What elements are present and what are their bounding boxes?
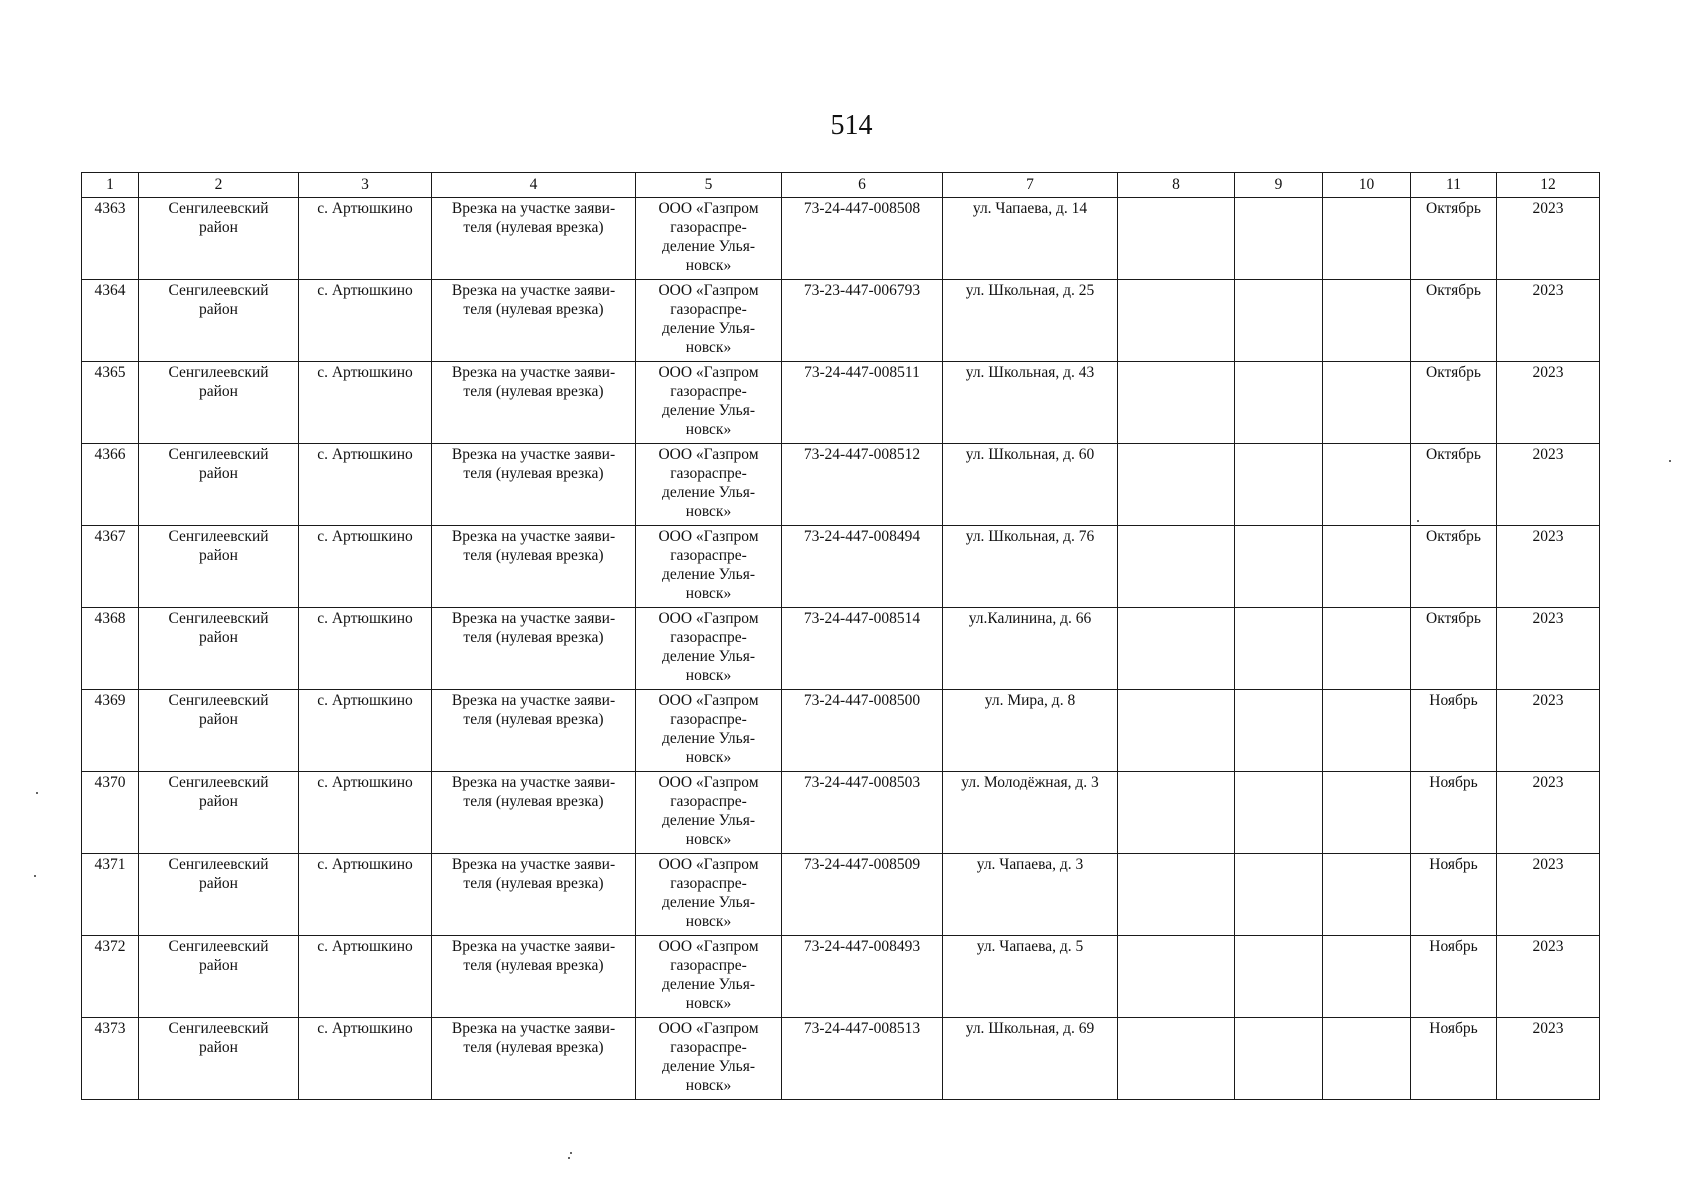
column-10-cell xyxy=(1323,1018,1411,1100)
cell-text: Сенгилеевский район xyxy=(168,528,269,564)
column-9-cell xyxy=(1235,362,1323,444)
cell-text: 4368 xyxy=(94,610,126,627)
column-header: 6 xyxy=(782,173,943,198)
cell-text: 2023 xyxy=(1532,938,1564,955)
column-10-cell xyxy=(1323,854,1411,936)
cell-text: Октябрь xyxy=(1426,528,1481,545)
cell-text: 2023 xyxy=(1532,200,1564,217)
district-cell xyxy=(139,1018,299,1100)
district-cell xyxy=(139,362,299,444)
column-9-cell xyxy=(1235,280,1323,362)
gas-company-cell xyxy=(636,526,782,608)
table-row xyxy=(82,690,1600,772)
column-header: 7 xyxy=(943,173,1118,198)
cell-text: Врезка на участке заяви- теля (нулевая врезка) xyxy=(451,282,616,318)
address-cell xyxy=(943,444,1118,526)
cell-text: 2023 xyxy=(1532,1020,1564,1037)
cell-text: Ноябрь xyxy=(1429,1020,1478,1037)
column-10-cell xyxy=(1323,362,1411,444)
column-header: 1 xyxy=(82,173,139,198)
cell-text: Врезка на участке заяви- теля (нулевая врезка) xyxy=(451,364,616,400)
application-number-cell xyxy=(782,198,943,280)
table-row xyxy=(82,854,1600,936)
cell-text: с. Артюшкино xyxy=(317,1020,413,1037)
cell-text: Сенгилеевский район xyxy=(168,200,269,236)
cell-text: 4367 xyxy=(94,528,126,545)
connection-type-cell xyxy=(432,772,636,854)
cell-text: Октябрь xyxy=(1426,200,1481,217)
cell-text: 73-24-447-008512 xyxy=(803,446,921,463)
cell-text: с. Артюшкино xyxy=(317,774,413,791)
column-header: 10 xyxy=(1323,173,1411,198)
column-header: 3 xyxy=(299,173,432,198)
column-8-cell xyxy=(1118,362,1235,444)
address-cell xyxy=(943,526,1118,608)
settlement-cell xyxy=(299,1018,432,1100)
month-cell xyxy=(1411,198,1497,280)
cell-text: Сенгилеевский район xyxy=(168,364,269,400)
column-8-cell xyxy=(1118,1018,1235,1100)
cell-text: ул. Чапаева, д. 5 xyxy=(976,938,1084,955)
cell-text: Врезка на участке заяви- теля (нулевая врезка) xyxy=(451,938,616,974)
record-number-cell xyxy=(82,608,139,690)
cell-text: ул. Школьная, д. 60 xyxy=(965,446,1095,463)
cell-text: 73-24-447-008508 xyxy=(803,200,921,217)
district-cell xyxy=(139,854,299,936)
month-cell xyxy=(1411,280,1497,362)
cell-text: Октябрь xyxy=(1426,282,1481,299)
year-cell xyxy=(1497,444,1600,526)
cell-text: ООО «Газпром газораспре- деление Улья- новск» xyxy=(658,938,759,1012)
settlement-cell xyxy=(299,280,432,362)
column-10-cell xyxy=(1323,772,1411,854)
cell-text: 73-24-447-008494 xyxy=(803,528,921,545)
cell-text: Врезка на участке заяви- теля (нулевая врезка) xyxy=(451,1020,616,1056)
cell-text: ул. Школьная, д. 76 xyxy=(965,528,1095,545)
connection-type-cell xyxy=(432,198,636,280)
district-cell xyxy=(139,772,299,854)
month-cell xyxy=(1411,526,1497,608)
column-10-cell xyxy=(1323,526,1411,608)
cell-text: 2023 xyxy=(1532,282,1564,299)
gas-company-cell xyxy=(636,362,782,444)
connection-type-cell xyxy=(432,444,636,526)
record-number-cell xyxy=(82,772,139,854)
cell-text: Октябрь xyxy=(1426,610,1481,627)
cell-text: 73-24-447-008509 xyxy=(803,856,921,873)
column-9-cell xyxy=(1235,936,1323,1018)
cell-text: 4364 xyxy=(94,282,126,299)
address-cell xyxy=(943,198,1118,280)
column-8-cell xyxy=(1118,198,1235,280)
cell-text: Сенгилеевский район xyxy=(168,1020,269,1056)
settlement-cell xyxy=(299,936,432,1018)
connection-type-cell xyxy=(432,936,636,1018)
district-cell xyxy=(139,608,299,690)
record-number-cell xyxy=(82,362,139,444)
cell-text: ООО «Газпром газораспре- деление Улья- новск» xyxy=(658,446,759,520)
cell-text: Врезка на участке заяви- теля (нулевая врезка) xyxy=(451,528,616,564)
application-number-cell xyxy=(782,1018,943,1100)
connection-type-cell xyxy=(432,526,636,608)
year-cell xyxy=(1497,690,1600,772)
gas-company-cell xyxy=(636,608,782,690)
address-cell xyxy=(943,690,1118,772)
cell-text: ул. Школьная, д. 25 xyxy=(965,282,1095,299)
connection-type-cell xyxy=(432,280,636,362)
cell-text: Врезка на участке заяви- теля (нулевая врезка) xyxy=(451,610,616,646)
cell-text: с. Артюшкино xyxy=(317,856,413,873)
scan-speck xyxy=(1417,520,1419,522)
column-9-cell xyxy=(1235,526,1323,608)
cell-text: ООО «Газпром газораспре- деление Улья- новск» xyxy=(658,856,759,930)
settlement-cell xyxy=(299,198,432,280)
table-row xyxy=(82,1018,1600,1100)
column-9-cell xyxy=(1235,444,1323,526)
cell-text: ООО «Газпром газораспре- деление Улья- новск» xyxy=(658,692,759,766)
gas-company-cell xyxy=(636,772,782,854)
scan-speck xyxy=(1669,460,1671,462)
table-row xyxy=(82,198,1600,280)
year-cell xyxy=(1497,198,1600,280)
cell-text: с. Артюшкино xyxy=(317,528,413,545)
cell-text: 73-24-447-008493 xyxy=(803,938,921,955)
column-9-cell xyxy=(1235,608,1323,690)
record-number-cell xyxy=(82,526,139,608)
year-cell xyxy=(1497,936,1600,1018)
cell-text: 4363 xyxy=(94,200,126,217)
cell-text: 73-24-447-008511 xyxy=(804,364,920,381)
table-row xyxy=(82,608,1600,690)
column-8-cell xyxy=(1118,854,1235,936)
application-number-cell xyxy=(782,690,943,772)
settlement-cell xyxy=(299,854,432,936)
cell-text: ул. Молодёжная, д. 3 xyxy=(961,774,1099,791)
cell-text: Врезка на участке заяви- теля (нулевая врезка) xyxy=(451,692,616,728)
cell-text: ООО «Газпром газораспре- деление Улья- новск» xyxy=(658,528,759,602)
cell-text: Сенгилеевский район xyxy=(168,856,269,892)
year-cell xyxy=(1497,1018,1600,1100)
column-9-cell xyxy=(1235,1018,1323,1100)
cell-text: Сенгилеевский район xyxy=(168,282,269,318)
cell-text: Сенгилеевский район xyxy=(168,692,269,728)
cell-text: Ноябрь xyxy=(1429,692,1478,709)
cell-text: 2023 xyxy=(1532,692,1564,709)
district-cell xyxy=(139,444,299,526)
cell-text: с. Артюшкино xyxy=(317,692,413,709)
cell-text: ул. Школьная, д. 43 xyxy=(965,364,1095,381)
column-10-cell xyxy=(1323,936,1411,1018)
record-number-cell xyxy=(82,1018,139,1100)
address-cell xyxy=(943,608,1118,690)
cell-text: Врезка на участке заяви- теля (нулевая врезка) xyxy=(451,200,616,236)
column-10-cell xyxy=(1323,690,1411,772)
column-8-cell xyxy=(1118,526,1235,608)
cell-text: ул. Мира, д. 8 xyxy=(984,692,1076,709)
gas-company-cell xyxy=(636,198,782,280)
cell-text: с. Артюшкино xyxy=(317,200,413,217)
table-row xyxy=(82,772,1600,854)
address-cell xyxy=(943,280,1118,362)
application-number-cell xyxy=(782,608,943,690)
column-9-cell xyxy=(1235,854,1323,936)
record-number-cell xyxy=(82,690,139,772)
cell-text: ООО «Газпром газораспре- деление Улья- новск» xyxy=(658,282,759,356)
table-body xyxy=(82,198,1600,1100)
year-cell xyxy=(1497,362,1600,444)
cell-text: Сенгилеевский район xyxy=(168,774,269,810)
cell-text: Сенгилеевский район xyxy=(168,610,269,646)
cell-text: Октябрь xyxy=(1426,446,1481,463)
scan-speck xyxy=(570,1152,572,1154)
column-8-cell xyxy=(1118,444,1235,526)
connection-type-cell xyxy=(432,854,636,936)
record-number-cell xyxy=(82,854,139,936)
table-row xyxy=(82,444,1600,526)
cell-text: с. Артюшкино xyxy=(317,446,413,463)
scan-speck xyxy=(34,875,36,877)
gas-company-cell xyxy=(636,936,782,1018)
table-row xyxy=(82,280,1600,362)
gas-company-cell xyxy=(636,280,782,362)
column-header: 11 xyxy=(1411,173,1497,198)
month-cell xyxy=(1411,608,1497,690)
column-header: 9 xyxy=(1235,173,1323,198)
cell-text: Ноябрь xyxy=(1429,938,1478,955)
cell-text: 2023 xyxy=(1532,610,1564,627)
month-cell xyxy=(1411,936,1497,1018)
cell-text: Ноябрь xyxy=(1429,856,1478,873)
address-cell xyxy=(943,936,1118,1018)
cell-text: с. Артюшкино xyxy=(317,364,413,381)
cell-text: 4365 xyxy=(94,364,126,381)
cell-text: 2023 xyxy=(1532,528,1564,545)
application-number-cell xyxy=(782,526,943,608)
connection-type-cell xyxy=(432,690,636,772)
column-10-cell xyxy=(1323,280,1411,362)
district-cell xyxy=(139,526,299,608)
application-number-cell xyxy=(782,854,943,936)
column-9-cell xyxy=(1235,198,1323,280)
month-cell xyxy=(1411,854,1497,936)
table-row xyxy=(82,362,1600,444)
gas-company-cell xyxy=(636,1018,782,1100)
cell-text: 2023 xyxy=(1532,364,1564,381)
column-header: 4 xyxy=(432,173,636,198)
cell-text: ООО «Газпром газораспре- деление Улья- новск» xyxy=(658,200,759,274)
month-cell xyxy=(1411,690,1497,772)
settlement-cell xyxy=(299,444,432,526)
table-header xyxy=(82,173,1600,198)
cell-text: ул.Калинина, д. 66 xyxy=(968,610,1092,627)
address-cell xyxy=(943,362,1118,444)
cell-text: 73-23-447-006793 xyxy=(803,282,921,299)
cell-text: ул. Чапаева, д. 14 xyxy=(972,200,1088,217)
gas-connection-register-table xyxy=(81,172,1600,1100)
month-cell xyxy=(1411,444,1497,526)
settlement-cell xyxy=(299,608,432,690)
settlement-cell xyxy=(299,362,432,444)
column-8-cell xyxy=(1118,772,1235,854)
record-number-cell xyxy=(82,198,139,280)
address-cell xyxy=(943,854,1118,936)
month-cell xyxy=(1411,772,1497,854)
year-cell xyxy=(1497,280,1600,362)
cell-text: 73-24-447-008500 xyxy=(803,692,921,709)
cell-text: 4372 xyxy=(94,938,126,955)
column-10-cell xyxy=(1323,198,1411,280)
record-number-cell xyxy=(82,444,139,526)
column-header: 12 xyxy=(1497,173,1600,198)
column-10-cell xyxy=(1323,608,1411,690)
column-9-cell xyxy=(1235,772,1323,854)
year-cell xyxy=(1497,608,1600,690)
cell-text: Октябрь xyxy=(1426,364,1481,381)
column-10-cell xyxy=(1323,444,1411,526)
cell-text: 73-24-447-008503 xyxy=(803,774,921,791)
page-number: 514 xyxy=(830,110,873,141)
cell-text: 4373 xyxy=(94,1020,126,1037)
settlement-cell xyxy=(299,690,432,772)
cell-text: Врезка на участке заяви- теля (нулевая врезка) xyxy=(451,774,616,810)
cell-text: Врезка на участке заяви- теля (нулевая врезка) xyxy=(451,446,616,482)
cell-text: с. Артюшкино xyxy=(317,282,413,299)
cell-text: ООО «Газпром газораспре- деление Улья- новск» xyxy=(658,1020,759,1094)
cell-text: ООО «Газпром газораспре- деление Улья- новск» xyxy=(658,364,759,438)
district-cell xyxy=(139,936,299,1018)
column-header: 5 xyxy=(636,173,782,198)
cell-text: ул. Чапаева, д. 3 xyxy=(976,856,1084,873)
cell-text: 73-24-447-008514 xyxy=(803,610,921,627)
record-number-cell xyxy=(82,936,139,1018)
address-cell xyxy=(943,1018,1118,1100)
district-cell xyxy=(139,280,299,362)
settlement-cell xyxy=(299,526,432,608)
district-cell xyxy=(139,198,299,280)
table-row xyxy=(82,936,1600,1018)
column-number-row xyxy=(82,173,1600,198)
settlement-cell xyxy=(299,772,432,854)
column-header: 8 xyxy=(1118,173,1235,198)
cell-text: Сенгилеевский район xyxy=(168,938,269,974)
cell-text: 4370 xyxy=(94,774,126,791)
gas-company-cell xyxy=(636,444,782,526)
year-cell xyxy=(1497,854,1600,936)
cell-text: 4366 xyxy=(94,446,126,463)
cell-text: ООО «Газпром газораспре- деление Улья- новск» xyxy=(658,774,759,848)
month-cell xyxy=(1411,1018,1497,1100)
application-number-cell xyxy=(782,936,943,1018)
application-number-cell xyxy=(782,444,943,526)
scan-speck xyxy=(568,1157,570,1159)
gas-company-cell xyxy=(636,854,782,936)
cell-text: 4371 xyxy=(94,856,126,873)
application-number-cell xyxy=(782,772,943,854)
column-header: 2 xyxy=(139,173,299,198)
column-8-cell xyxy=(1118,936,1235,1018)
cell-text: ООО «Газпром газораспре- деление Улья- новск» xyxy=(658,610,759,684)
cell-text: Сенгилеевский район xyxy=(168,446,269,482)
connection-type-cell xyxy=(432,362,636,444)
cell-text: 2023 xyxy=(1532,856,1564,873)
address-cell xyxy=(943,772,1118,854)
cell-text: ул. Школьная, д. 69 xyxy=(965,1020,1095,1037)
district-cell xyxy=(139,690,299,772)
table-row xyxy=(82,526,1600,608)
connection-type-cell xyxy=(432,1018,636,1100)
gas-company-cell xyxy=(636,690,782,772)
cell-text: Врезка на участке заяви- теля (нулевая врезка) xyxy=(451,856,616,892)
cell-text: 2023 xyxy=(1532,446,1564,463)
cell-text: с. Артюшкино xyxy=(317,938,413,955)
column-9-cell xyxy=(1235,690,1323,772)
cell-text: 4369 xyxy=(94,692,126,709)
connection-type-cell xyxy=(432,608,636,690)
column-8-cell xyxy=(1118,280,1235,362)
cell-text: 2023 xyxy=(1532,774,1564,791)
year-cell xyxy=(1497,772,1600,854)
month-cell xyxy=(1411,362,1497,444)
cell-text: 73-24-447-008513 xyxy=(803,1020,921,1037)
application-number-cell xyxy=(782,280,943,362)
cell-text: с. Артюшкино xyxy=(317,610,413,627)
cell-text: Ноябрь xyxy=(1429,774,1478,791)
record-number-cell xyxy=(82,280,139,362)
scan-speck xyxy=(36,792,38,794)
column-8-cell xyxy=(1118,608,1235,690)
column-8-cell xyxy=(1118,690,1235,772)
year-cell xyxy=(1497,526,1600,608)
application-number-cell xyxy=(782,362,943,444)
